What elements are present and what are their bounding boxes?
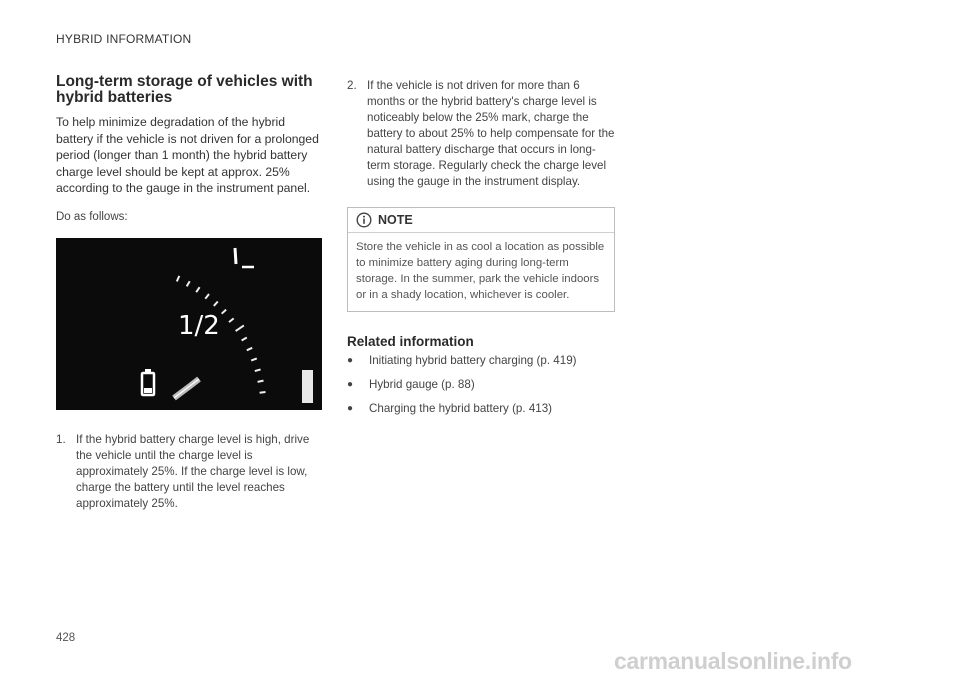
gauge-full-mark: [235, 248, 236, 264]
watermark-text: carmanualsonline.info: [614, 648, 852, 674]
bullet-icon: ●: [347, 403, 354, 414]
image-code-label: [302, 370, 313, 403]
intro-paragraph: To help minimize degradation of the hybrid battery if the vehicle is not driven for a prolonged period (longer than 1 month) the hybrid battery charge level should be kept at approx. 25% according to the gauge in the instrument panel.: [56, 115, 319, 195]
do-as-follows-label: Do as follows:: [56, 210, 128, 223]
step-number: 2.: [347, 79, 357, 92]
note-body: Store the vehicle in as cool a location as possible to minimize battery aging during long-term storage. In the summer, park the vehicle indoors or in a shady location, whichever is cooler.: [356, 241, 605, 301]
battery-icon: [142, 369, 154, 395]
step-1: [56, 432, 324, 512]
left-column: [56, 74, 324, 512]
related-link-text[interactable]: Initiating hybrid battery charging (p. 419): [369, 354, 577, 367]
gauge-half-label: 1/2: [178, 310, 220, 341]
info-icon: [356, 212, 372, 228]
gauge-tick: [177, 275, 180, 281]
related-links-list: [347, 353, 615, 417]
note-box: [347, 207, 615, 312]
bullet-icon: ●: [347, 355, 354, 366]
step-text: If the vehicle is not driven for more than 6 months or the hybrid battery's charge level is noticeably below the 25% mark, charge the battery to about 25% to help compensate for the natural battery discharge that occurs in long-term storage. Regularly check the charge level using the gauge in the instrument display.: [367, 79, 615, 188]
gauge-tick: [187, 281, 190, 286]
gauge-illustration: [56, 238, 322, 410]
battery-gauge-figure: [56, 238, 322, 410]
gauge-tick: [205, 294, 209, 299]
gauge-tick: [260, 392, 266, 393]
step-number: 1.: [56, 432, 66, 446]
related-link-text[interactable]: Hybrid gauge (p. 88): [369, 378, 475, 391]
step-text: If the hybrid battery charge level is high, drive the vehicle until the charge level is approximately 25%. If the charge level is low, charge the battery until the level reaches approximately 25%.: [76, 432, 310, 510]
related-link-item[interactable]: [347, 377, 615, 393]
bullet-icon: ●: [347, 379, 354, 390]
gauge-tick: [247, 347, 252, 350]
step-2: [347, 78, 615, 190]
related-link-item[interactable]: [347, 353, 615, 369]
related-link-text[interactable]: Charging the hybrid battery (p. 413): [369, 402, 553, 415]
gauge-tick: [236, 325, 244, 331]
gauge-tick: [251, 358, 257, 360]
gauge-tick: [222, 309, 226, 313]
related-link-item[interactable]: [347, 401, 615, 417]
page-title: Long-term storage of vehicles with hybrid batteries: [56, 73, 313, 106]
section-header: HYBRID INFORMATION: [56, 32, 192, 46]
gauge-tick: [255, 369, 261, 371]
related-information-heading: Related information: [347, 334, 474, 349]
right-column: [347, 78, 615, 425]
gauge-tick: [258, 380, 264, 381]
note-heading: NOTE: [378, 213, 413, 227]
gauge-tick: [214, 301, 218, 305]
gauge-tick: [242, 337, 247, 340]
note-header: [348, 208, 614, 233]
gauge-tick: [196, 287, 199, 292]
gauge-tick: [229, 318, 234, 322]
page-number: 428: [56, 632, 76, 644]
